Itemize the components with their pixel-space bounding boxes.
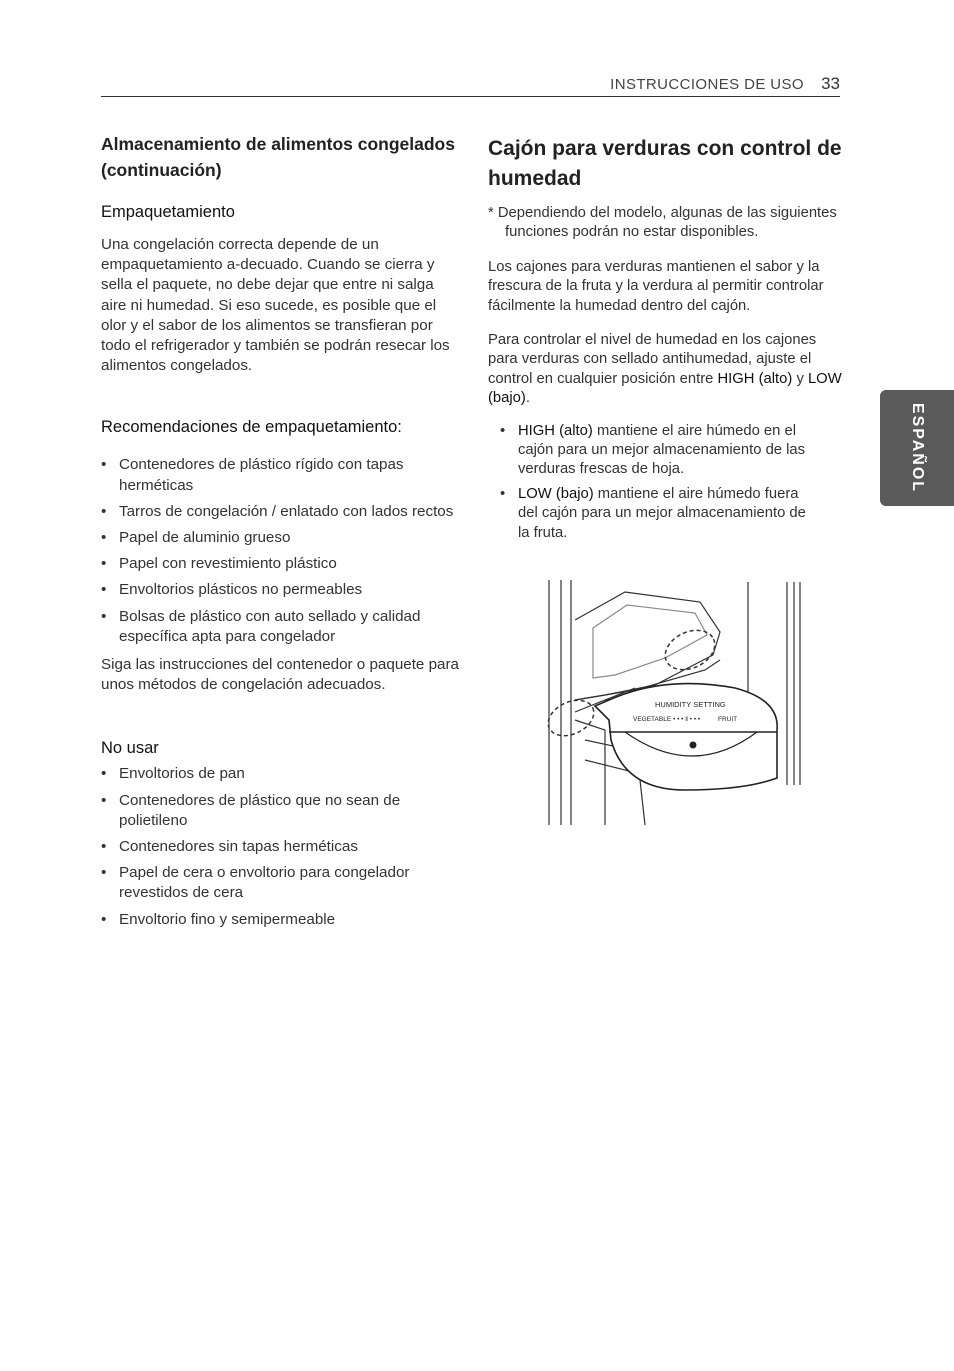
list-item: • Bolsas de plástico con auto sellado y calidad específica apta para congelador: [101, 607, 461, 647]
list-item: • Envoltorio fino y semipermeable: [101, 910, 461, 930]
list-item: • Tarros de congelación / enlatado con lados rectos: [101, 502, 461, 522]
dial-right-label: FRUIT: [718, 716, 738, 723]
crisper-title: Cajón para verduras con control de humedad: [488, 137, 842, 190]
bullet-text: mantiene el aire húmedo fuera del cajón para un mejor almacenamiento de la fruta.: [518, 485, 806, 541]
recommendations-list: [101, 455, 461, 647]
dial-left-label: VEGETABLE: [633, 716, 672, 723]
list-item: • Envoltorios plásticos no permeables: [101, 580, 461, 600]
language-tab: [880, 390, 954, 506]
recommendations-note: Siga las instrucciones del contenedor o paquete para unos métodos de congelación adecuados.: [101, 656, 459, 694]
crisper-paragraph-2: [488, 331, 843, 409]
do-not-use-list: [101, 764, 461, 929]
page-number: 33: [821, 74, 840, 93]
high-label: HIGH (alto): [518, 422, 593, 439]
list-item: • Papel de aluminio grueso: [101, 528, 461, 548]
left-column: [101, 131, 461, 930]
low-label: LOW (bajo): [488, 370, 842, 407]
list-item: • Papel de cera o envoltorio para congelador revestidos de cera: [101, 863, 461, 903]
paragraph-text: y: [792, 370, 808, 387]
packaging-paragraph: Una congelación correcta depende de un empaquetamiento a-decuado. Cuando se cierra y sella el paquete, no debe dejar que entre ni salga aire ni humedad. Si eso sucede, es posible que el olor y el sabor de los alimentos se transfieran por todo el refrigerador y también se podrán resecar los alimentos congelados.: [101, 236, 450, 375]
list-item: • Envoltorios de pan: [101, 764, 461, 784]
language-tab-label: ESPAÑOL: [909, 402, 926, 494]
crisper-drawer-illustration: [545, 580, 805, 828]
recommendations-heading: Recomendaciones de empaquetamiento:: [101, 418, 402, 437]
dial-title: HUMIDITY SETTING: [655, 700, 726, 709]
list-item: • Contenedores sin tapas herméticas: [101, 837, 461, 857]
list-item: • Papel con revestimiento plástico: [101, 554, 461, 574]
page-header: [101, 74, 840, 97]
high-label: HIGH (alto): [717, 370, 793, 387]
right-column: [488, 134, 843, 543]
header-title: INSTRUCCIONES DE USO: [610, 76, 804, 93]
humidity-dial-callout: [595, 684, 777, 790]
do-not-use-heading: No usar: [101, 739, 159, 758]
list-item: [500, 485, 820, 543]
section-title: Almacenamiento de alimentos congelados (continuación): [101, 134, 455, 180]
humidity-list: [500, 422, 820, 543]
paragraph-text: Para controlar el nivel de humedad en los cajones para verduras con sellado antihumedad, ajuste el control en cualquier posición entre: [488, 332, 817, 387]
bullet-text: mantiene el aire húmedo en el cajón para un mejor almacenamiento de las verduras frescas de hoja.: [518, 422, 806, 478]
list-item: • Contenedores de plástico que no sean de polietileno: [101, 791, 461, 831]
list-item: • Contenedores de plástico rígido con tapas herméticas: [101, 455, 461, 495]
packaging-heading: Empaquetamiento: [101, 203, 235, 221]
crisper-paragraph-1: Los cajones para verduras mantienen el sabor y la frescura de la fruta y la verdura al permitir controlar fácilmente la humedad dentro del cajón.: [488, 258, 824, 314]
crisper-drawer-figure: [545, 580, 805, 828]
low-label: LOW (bajo): [518, 485, 594, 502]
paragraph-text: .: [525, 390, 530, 407]
list-item: [500, 422, 820, 480]
model-note: * Dependiendo del modelo, algunas de las siguientes funciones podrán no estar disponibles.: [488, 205, 837, 241]
dial-scale: • • • ‖ • • •: [673, 716, 701, 723]
